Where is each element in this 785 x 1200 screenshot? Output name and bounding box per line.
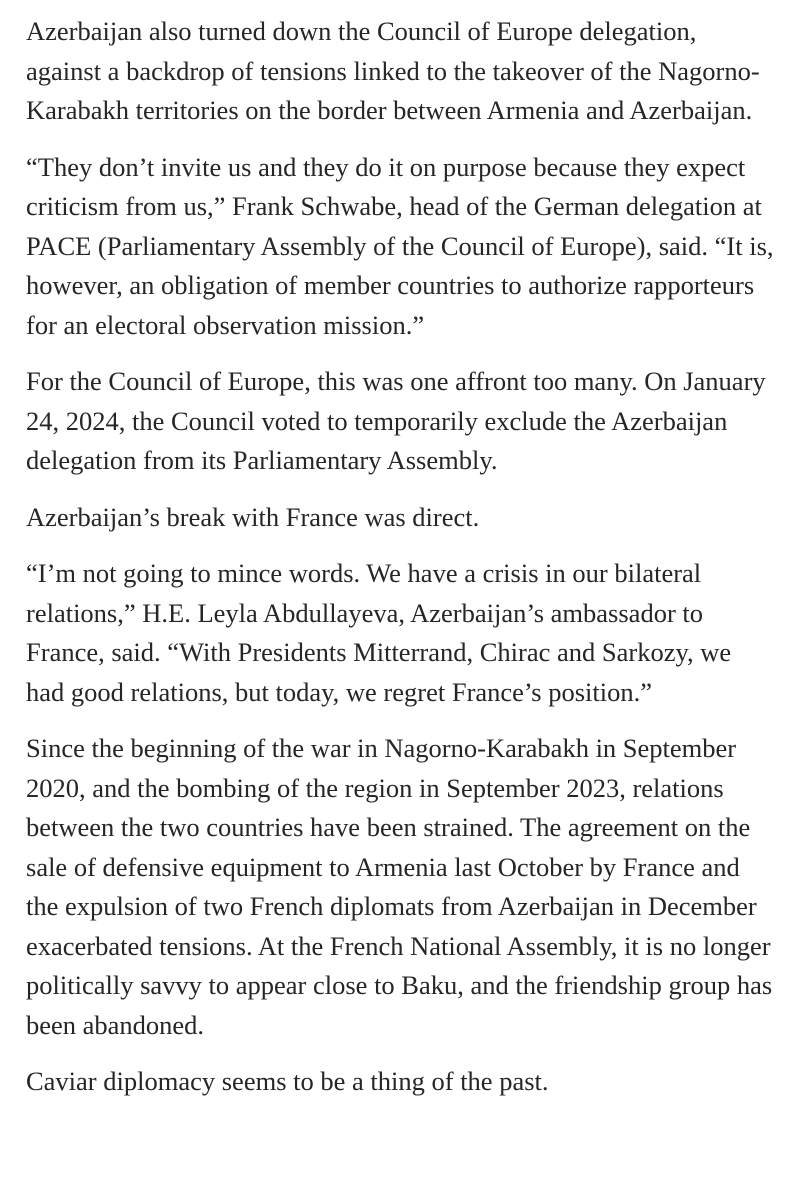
paragraph-schwabe-quote: “They don’t invite us and they do it on purpose because they expect criticism from us,” Frank Schwabe, head of the German delegation at PACE (Parliamentary Assembly of the Council of Europe), said. “It is, however, an obligation of member countries to authorize rapporteurs for an electoral observation mission.” [26, 151, 774, 340]
paragraph-break-with-france: Azerbaijan’s break with France was direct. [26, 501, 480, 532]
paragraph-ambassador-quote: “I’m not going to mince words. We have a crisis in our bilateral relations,” H.E. Leyla Abdullayeva, Azerbaijan’s ambassador to France, said. “With Presidents Mitterrand, Chirac and Sarkozy, we had good relations, but today, we regret France’s position.” [26, 558, 732, 707]
paragraph-council-exclusion: For the Council of Europe, this was one affront too many. On January 24, 2024, the Council voted to temporarily exclude the Azerbaijan delegation from its Parliamentary Assembly. [26, 366, 766, 475]
paragraph-caviar-diplomacy: Caviar diplomacy seems to be a thing of the past. [26, 1066, 549, 1096]
paragraph-delegation-refusal: Azerbaijan also turned down the Council of Europe delegation, against a backdrop of tensions linked to the takeover of the Nagorno-Karabakh territories on the border between Armenia and Azerbaijan. [26, 16, 760, 125]
paragraph-relations-strained: Since the beginning of the war in Nagorno-Karabakh in September 2020, and the bombing of the region in September 2023, relations between the two countries have been strained. The agreement on the sale of defensive equipment to Armenia last October by France and the expulsion of two French diplomats from Azerbaijan in December exacerbated tensions. At the French National Assembly, it is no longer politically savvy to appear close to Baku, and the friendship group has been abandoned. [26, 733, 773, 1040]
article-body [26, 12, 774, 1119]
